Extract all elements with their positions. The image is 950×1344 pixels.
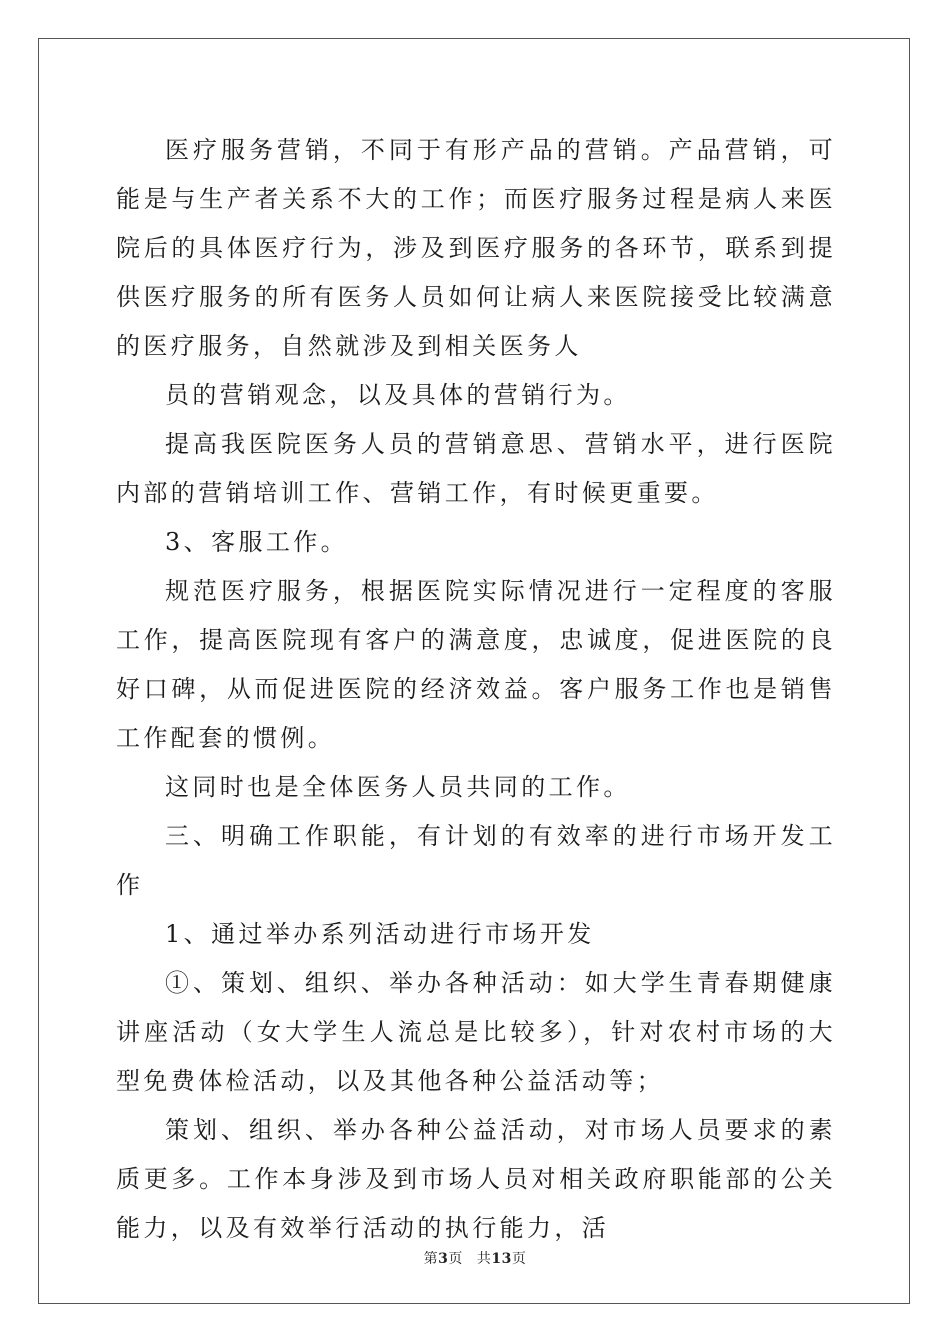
- paragraph-5: 规范医疗服务，根据医院实际情况进行一定程度的客服工作，提高医院现有客户的满意度，忠诚度，促进医院的良好口碑，从而促进医院的经济效益。客户服务工作也是销售工作配套的惯例。: [116, 577, 836, 752]
- paragraph-9: ①、策划、组织、举办各种活动：如大学生青春期健康讲座活动（女大学生人流总是比较多），针对农村市场的大型免费体检活动，以及其他各种公益活动等；: [116, 969, 836, 1095]
- footer-total-pages: 13: [491, 1251, 512, 1267]
- paragraph-2: 员的营销观念，以及具体的营销行为。: [165, 381, 631, 409]
- section-heading-3: 三、明确工作职能，有计划的有效率的进行市场开发工作: [116, 822, 836, 899]
- footer-total-prefix: 共: [476, 1251, 492, 1267]
- paragraph-6: 这同时也是全体医务人员共同的工作。: [165, 773, 631, 801]
- footer-page-number: 3: [438, 1251, 449, 1267]
- heading-customer-service: 3、客服工作。: [165, 528, 349, 556]
- footer-total-suffix: 页: [511, 1251, 527, 1267]
- footer-page-suffix: 页: [448, 1251, 463, 1267]
- paragraph-3: 提高我医院医务人员的营销意思、营销水平，进行医院内部的营销培训工作、营销工作，有时候更重要。: [116, 430, 836, 507]
- paragraph-10: 策划、组织、举办各种公益活动，对市场人员要求的素质更多。工作本身涉及到市场人员对相关政府职能部的公关能力，以及有效举行活动的执行能力，活: [116, 1116, 836, 1242]
- page-footer: [0, 1248, 950, 1268]
- subheading-market-development: 1、通过举办系列活动进行市场开发: [165, 920, 595, 948]
- paragraph-1: 医疗服务营销，不同于有形产品的营销。产品营销，可能是与生产者关系不大的工作；而医疗服务过程是病人来医院后的具体医疗行为，涉及到医疗服务的各环节，联系到提供医疗服务的所有医务人员如何让病人来医院接受比较满意的医疗服务，自然就涉及到相关医务人: [116, 136, 836, 360]
- document-body: [116, 126, 836, 1253]
- footer-page-prefix: 第: [423, 1251, 439, 1267]
